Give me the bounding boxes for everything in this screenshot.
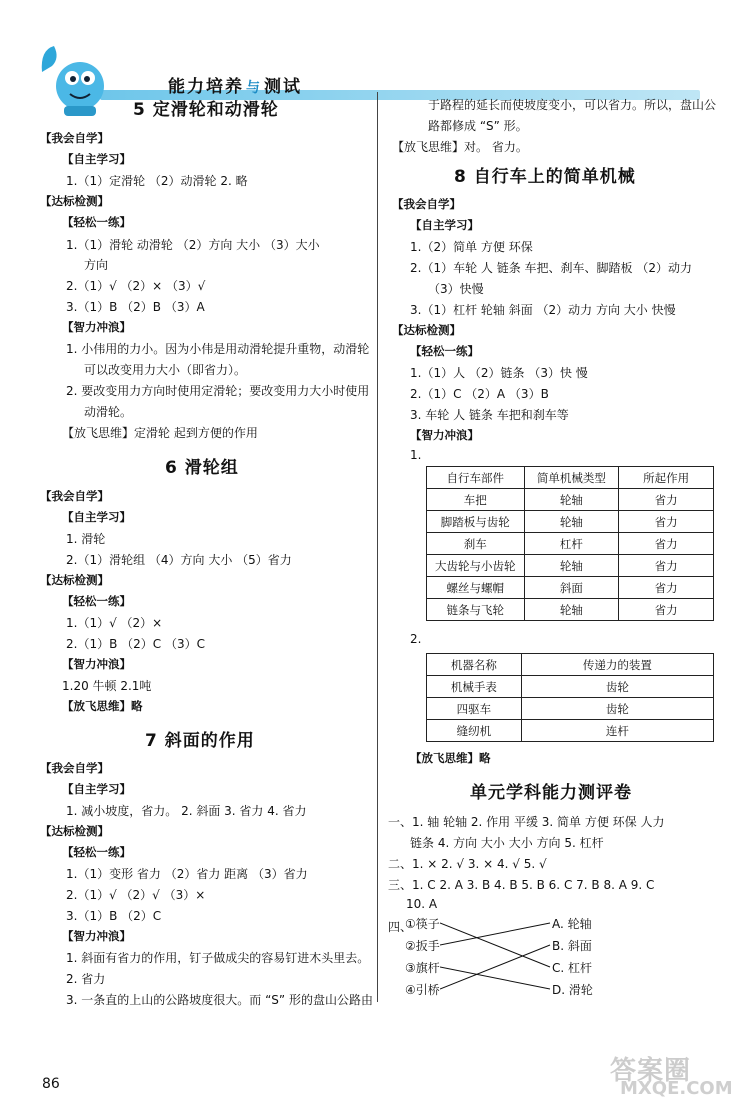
table-cell: 刹车 [427,533,525,555]
match-line [440,923,550,967]
table-row [427,676,714,698]
answer-line: 【放飞思维】定滑轮 起到方便的作用 [62,426,258,440]
header-title: 能力培养 与 测试 [168,77,302,97]
answer-line: 3.（1）杠杆 轮轴 斜面 （2）动力 方向 大小 快慢 [410,303,676,317]
label: 【我会自学】 [392,197,461,211]
answer-line: 1.（1）滑轮 动滑轮 （2）方向 大小 （3）大小 [66,238,320,252]
answer-line: 链条 4. 方向 大小 大小 方向 5. 杠杆 [410,836,604,850]
table-header-cell: 所起作用 [619,467,714,489]
answer-line: 四、 [388,920,413,934]
answer-line: 方向 [84,258,109,272]
answer-line: 动滑轮。 [84,405,133,419]
table-cell: 杠杆 [524,533,619,555]
table-cell: 脚踏板与齿轮 [427,511,525,533]
table-row [427,533,714,555]
table-header-row [427,467,714,489]
unit-test-title: 单元学科能力测评卷 [470,783,632,803]
answer-line: 二、1. × 2. √ 3. × 4. √ 5. √ [388,857,547,871]
answer-line: 于路程的延长而使坡度变小，可以省力。所以，盘山公 [428,98,717,112]
page-header [0,30,750,97]
table-cell: 轮轴 [524,489,619,511]
match-left-item: ①筷子 [405,917,440,931]
label: 【达标检测】 [40,573,109,587]
table-cell: 齿轮 [521,698,713,720]
answer-line: 1. 小伟用的力小。因为小伟是用动滑轮提升重物，动滑轮 [66,342,370,356]
label: 【我会自学】 [40,131,109,145]
table-cell: 链条与飞轮 [427,599,525,621]
answer-line: 1.（1）定滑轮 （2）动滑轮 2. 略 [66,174,248,188]
table-row [427,577,714,599]
label: 【智力冲浪】 [62,657,131,671]
table-row [427,720,714,742]
match-line [440,967,550,989]
table-cell: 连杆 [521,720,713,742]
section-8-title: 8 自行车上的简单机械 [454,167,636,187]
table-cell: 省力 [619,489,714,511]
table-row [427,599,714,621]
table-cell: 省力 [619,511,714,533]
label: 【放飞思维】略 [410,751,491,765]
answer-line: 【放飞思维】对。 省力。 [392,140,528,154]
answer-line: 3.（1）B （2）B （3）A [66,300,205,314]
watermark-logo: 答案圈 [610,1056,692,1086]
table-row [427,698,714,720]
answer-line: 1.20 牛顿 2.1吨 [62,679,152,693]
label: 【轻松一练】 [62,845,131,859]
answer-line: 1.（2）简单 方便 环保 [410,240,533,254]
answer-line: 2. 要改变用力方向时使用定滑轮；要改变用力大小时使用 [66,384,370,398]
label: 【自主学习】 [62,152,131,166]
match-left-item: ④引桥 [405,983,440,997]
answer-line: 1.（1）变形 省力 （2）省力 距离 （3）省力 [66,867,308,881]
label: 【放飞思维】略 [62,699,143,713]
label: 【轻松一练】 [410,344,479,358]
section-5-title: 5 定滑轮和动滑轮 [133,100,279,120]
answer-line: 1. 斜面有省力的作用，钉子做成尖的容易钉进木头里去。 [66,951,370,965]
table-cell: 省力 [619,533,714,555]
table-cell: 螺丝与螺帽 [427,577,525,599]
section-6-title: 6 滑轮组 [165,458,239,478]
match-left-item: ②扳手 [405,939,440,953]
answer-line: 路都修成 “S” 形。 [428,119,528,133]
table-cell: 省力 [619,555,714,577]
label: 【达标检测】 [40,824,109,838]
answer-line: 2. 省力 [66,972,106,986]
table-header-cell: 传递力的装置 [521,654,713,676]
table-cell: 齿轮 [521,676,713,698]
answer-line: 1. 滑轮 [66,532,106,546]
table-cell: 省力 [619,577,714,599]
table-header-cell: 简单机械类型 [524,467,619,489]
matching-lines [440,915,552,995]
table-row [427,555,714,577]
label: 【自主学习】 [410,218,479,232]
match-right-item: D. 滑轮 [552,983,593,997]
label: 【智力冲浪】 [62,320,131,334]
answer-line: 3. 车轮 人 链条 车把和刹车等 [410,408,569,422]
answer-line: 2.（1）√ （2）× （3）√ [66,279,206,293]
table-cell: 四驱车 [427,698,522,720]
label: 【达标检测】 [40,194,109,208]
label: 【智力冲浪】 [62,929,131,943]
table-header-row [427,654,714,676]
label: 【我会自学】 [40,761,109,775]
answer-line: 2.（1）滑轮组 （4）方向 大小 （5）省力 [66,553,292,567]
answer-line: 三、1. C 2. A 3. B 4. B 5. B 6. C 7. B 8. A 9. C [388,878,655,892]
section-7-title: 7 斜面的作用 [145,731,255,751]
answer-line: （3）快慢 [428,282,484,296]
table-cell: 车把 [427,489,525,511]
label: 【轻松一练】 [62,215,131,229]
table-cell: 机械手表 [427,676,522,698]
label: 【达标检测】 [392,323,461,337]
match-line [440,945,550,989]
table-cell: 省力 [619,599,714,621]
match-right-item: C. 杠杆 [552,961,593,975]
bicycle-table [426,466,714,621]
column-divider [377,92,378,1002]
table-cell: 轮轴 [524,511,619,533]
answer-line: 1.（1）√ （2）× [66,616,163,630]
table-cell: 轮轴 [524,555,619,577]
answer-line: 2.（1）C （2）A （3）B [410,387,549,401]
answer-line: 2.（1）车轮 人 链条 车把、刹车、脚踏板 （2）动力 [410,261,692,275]
table-cell: 轮轴 [524,599,619,621]
answer-line: 3. 一条直的上山的公路坡度很大。而 “S” 形的盘山公路由 [66,993,373,1007]
match-right-item: B. 斜面 [552,939,592,953]
mascot-icon [36,42,116,122]
answer-line: 可以改变用力大小（即省力）。 [84,363,247,377]
answer-line: 2.（1）√ （2）√ （3）× [66,888,206,902]
table-cell: 斜面 [524,577,619,599]
answer-line: 1. 减小坡度，省力。 2. 斜面 3. 省力 4. 省力 [66,804,307,818]
match-left-item: ③旗杆 [405,961,440,975]
table-header-cell: 自行车部件 [427,467,525,489]
label: 【我会自学】 [40,489,109,503]
watermark-url: MXQE.COM [620,1078,733,1099]
match-right-item: A. 轮轴 [552,917,592,931]
label: 【自主学习】 [62,782,131,796]
label: 【自主学习】 [62,510,131,524]
answer-line: 1. [410,448,422,462]
table-header-cell: 机器名称 [427,654,522,676]
page-number: 86 [42,1076,60,1092]
answer-line: 一、1. 轴 轮轴 2. 作用 平缓 3. 简单 方便 环保 人力 [388,815,665,829]
table-cell: 缝纫机 [427,720,522,742]
table-cell: 大齿轮与小齿轮 [427,555,525,577]
match-line [440,923,550,945]
answer-line: 1.（1）人 （2）链条 （3）快 慢 [410,366,588,380]
answer-line: 2. [410,632,422,646]
table-row [427,489,714,511]
label: 【智力冲浪】 [410,428,479,442]
machine-table [426,653,714,742]
label: 【轻松一练】 [62,594,131,608]
answer-line: 2.（1）B （2）C （3）C [66,637,205,651]
answer-line: 10. A [406,897,438,911]
answer-line: 3.（1）B （2）C [66,909,162,923]
table-row [427,511,714,533]
